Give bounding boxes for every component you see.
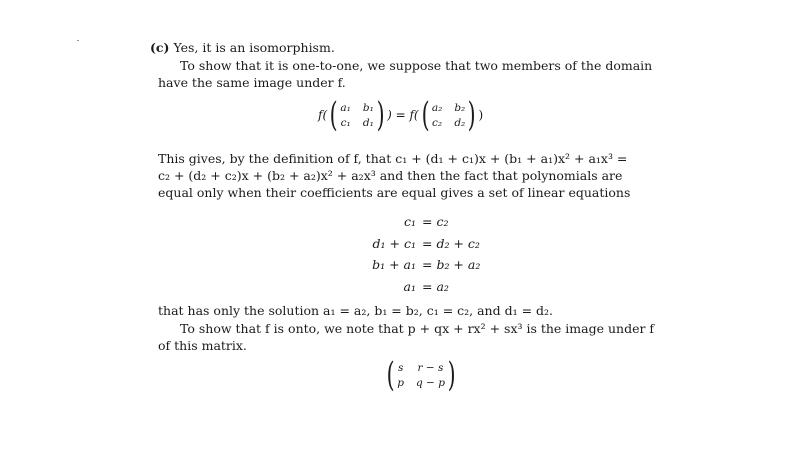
eq4-rhs: = a₂ xyxy=(422,279,449,294)
paren-close: ) xyxy=(376,95,385,135)
p1-line1: To show that it is one-to-one, we suppose that two members of the domain xyxy=(180,58,653,73)
p2-line2: c₂ + (d₂ + c₂)x + (b₂ + a₂)x² + a₂x³ and then the fact that polynomials are xyxy=(158,168,623,183)
m1-d: d₁ xyxy=(362,116,374,129)
p1-line2: have the same image under f. xyxy=(158,75,346,90)
eq1-rhs: = c₂ xyxy=(422,214,449,229)
m1-a: a₁ xyxy=(340,101,351,114)
matrix-2 xyxy=(432,102,465,129)
map-equation xyxy=(318,95,484,135)
fm-q-minus-p: q − p xyxy=(416,376,445,389)
heading-text: Yes, it is an isomorphism. xyxy=(173,40,335,55)
f-left: f( xyxy=(318,108,328,122)
m2-d: d₂ xyxy=(454,116,466,129)
mid-text: ) = f( xyxy=(387,108,419,122)
heading xyxy=(150,40,335,55)
p3-line3: of this matrix. xyxy=(158,338,247,353)
m1-c: c₁ xyxy=(340,116,351,129)
paren-open: ( xyxy=(329,95,338,135)
p3-line2: To show that f is onto, we note that p + qx + rx² + sx³ is the image under f xyxy=(180,321,655,336)
final-paren-open: ( xyxy=(386,355,395,395)
fm-r-minus-s: r − s xyxy=(417,361,444,374)
p2-line3: equal only when their coefficients are equal gives a set of linear equations xyxy=(158,185,631,200)
paren-close-2: ) xyxy=(467,95,476,135)
matrix-1 xyxy=(340,102,373,129)
part-label: (c) xyxy=(150,40,170,55)
eq3-lhs: b₁ + a₁ xyxy=(372,257,416,272)
m1-b: b₁ xyxy=(362,101,374,114)
fm-s: s xyxy=(397,361,404,374)
eq4-lhs: a₁ xyxy=(403,279,416,294)
paren-open-2: ( xyxy=(421,95,430,135)
m2-c: c₂ xyxy=(432,116,443,129)
m2-b: b₂ xyxy=(454,101,466,114)
eq2-lhs: d₁ + c₁ xyxy=(372,236,416,251)
final-paren-close: ) xyxy=(447,355,456,395)
eq3-rhs: = b₂ + a₂ xyxy=(422,257,481,272)
m2-a: a₂ xyxy=(431,101,443,114)
final-matrix-cells xyxy=(397,362,445,389)
stray-dot xyxy=(77,40,79,41)
eq1-lhs: c₁ xyxy=(403,214,416,229)
final-matrix xyxy=(384,355,458,395)
eq2-rhs: = d₂ + c₂ xyxy=(422,236,480,251)
fm-p: p xyxy=(397,376,404,389)
p3-line1: that has only the solution a₁ = a₂, b₁ = b₂, c₁ = c₂, and d₁ = d₂. xyxy=(158,303,554,318)
close-text: ) xyxy=(478,108,484,122)
p2-line1: This gives, by the definition of f, that c₁ + (d₁ + c₁)x + (b₁ + a₁)x² + a₁x³ = xyxy=(158,151,628,166)
